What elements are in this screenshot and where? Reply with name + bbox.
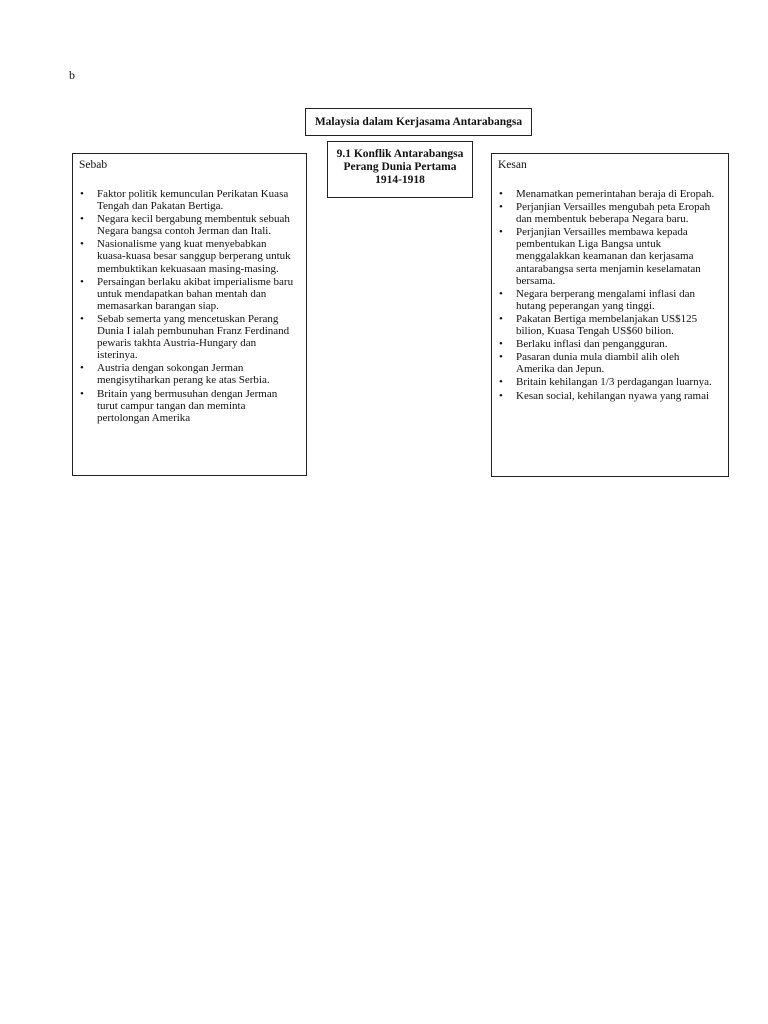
causes-list [79, 188, 300, 424]
topic-line-number: 9.1 Konflik Antarabangsa [336, 148, 464, 160]
effects-box [491, 153, 729, 477]
causes-item: • Persaingan berlaku akibat imperialisme baru untuk mendapatkan bahan mentah dan memasarkan barangan siap. [79, 276, 300, 312]
effects-item: • Pakatan Bertiga membelanjakan US$125 bilion, Kuasa Tengah US$60 bilion. [498, 313, 720, 337]
page-title: Malaysia dalam Kerjasama Antarabangsa [314, 116, 523, 128]
effects-item: • Kesan social, kehilangan nyawa yang ramai [498, 390, 720, 402]
causes-item: • Austria dengan sokongan Jerman mengisytiharkan perang ke atas Serbia. [79, 362, 300, 386]
effects-item: • Negara berperang mengalami inflasi dan hutang peperangan yang tinggi. [498, 288, 720, 312]
topic-line-title: Perang Dunia Pertama [343, 161, 457, 173]
topic-line-years: 1914-1918 [375, 174, 425, 186]
page-mark: b [69, 68, 75, 82]
causes-item: • Sebab semerta yang mencetuskan Perang Dunia I ialah pembunuhan Franz Ferdinand pewaris takhta Austria-Hungary dan isterinya. [79, 313, 300, 361]
effects-item: • Perjanjian Versailles mengubah peta Eropah dan membentuk beberapa Negara baru. [498, 201, 720, 225]
causes-item: • Britain yang bermusuhan dengan Jerman turut campur tangan dan meminta pertolongan Amerika [79, 388, 300, 424]
effects-item: • Britain kehilangan 1/3 perdagangan luarnya. [498, 376, 720, 388]
effects-heading: Kesan [498, 159, 527, 171]
effects-list [498, 188, 720, 402]
effects-item: • Perjanjian Versailles membawa kepada pembentukan Liga Bangsa untuk menggalakkan keamanan dan kerjasama antarabangsa serta menjamin keselamatan bersama. [498, 226, 720, 286]
effects-item: • Berlaku inflasi dan pengangguran. [498, 338, 720, 350]
effects-item: • Menamatkan pemerintahan beraja di Eropah. [498, 188, 720, 200]
causes-item: • Faktor politik kemunculan Perikatan Kuasa Tengah dan Pakatan Bertiga. [79, 188, 300, 212]
causes-item: • Nasionalisme yang kuat menyebabkan kuasa-kuasa besar sanggup berperang untuk membuktikan kekuasaan masing-masing. [79, 238, 300, 274]
effects-item: • Pasaran dunia mula diambil alih oleh Amerika dan Jepun. [498, 351, 720, 375]
causes-box [72, 153, 307, 476]
title-box [305, 108, 532, 136]
causes-item: • Negara kecil bergabung membentuk sebuah Negara bangsa contoh Jerman dan Itali. [79, 213, 300, 237]
causes-heading: Sebab [79, 159, 108, 171]
topic-box [327, 141, 473, 198]
